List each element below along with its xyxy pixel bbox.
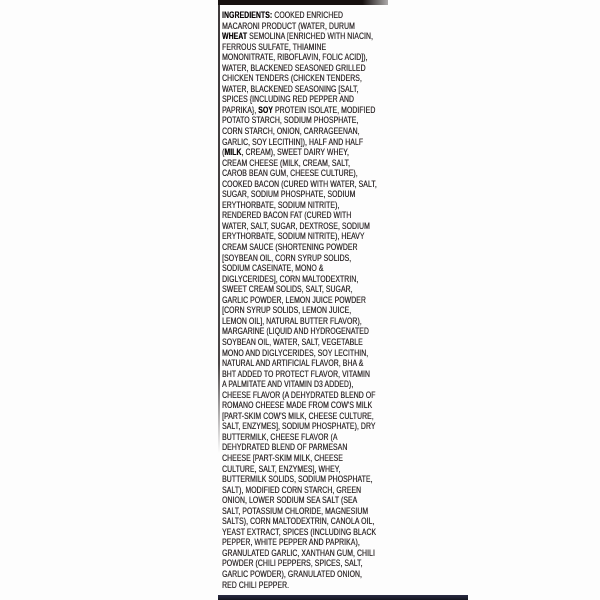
- ingredient-text: SWEET CREAM SOLIDS, SALT, SUGAR,: [222, 284, 353, 295]
- ingredients-line: [222, 137, 394, 148]
- ingredients-line: [222, 411, 394, 422]
- ingredient-text: DIGLYCERIDES], CORN MALTODEXTRIN,: [222, 273, 359, 284]
- ingredients-line: [222, 400, 394, 411]
- allergen-bold-text: INGREDIENTS:: [222, 10, 273, 20]
- ingredients-line: [222, 358, 394, 369]
- ingredients-line: [222, 326, 394, 337]
- ingredient-text: WATER, BLACKENED SEASONED GRILLED: [222, 62, 366, 73]
- ingredients-line: [222, 527, 394, 538]
- ingredient-text: CHEESE FLAVOR (A DEHYDRATED BLEND OF: [222, 389, 376, 400]
- ingredients-line: [222, 31, 394, 42]
- ingredients-line: [222, 548, 394, 559]
- ingredients-line: [222, 516, 394, 527]
- ingredient-text: WATER, SALT, SUGAR, DEXTROSE, SODIUM: [222, 220, 370, 231]
- ingredients-line: [222, 52, 394, 63]
- ingredient-text: SALT), MODIFIED CORN STARCH, GREEN: [222, 484, 362, 495]
- ingredient-text: , CREAM), SWEET DAIRY WHEY,: [241, 147, 349, 158]
- ingredient-text: [PART-SKIM COW'S MILK, CHEESE CULTURE,: [222, 410, 374, 421]
- ingredients-line: [222, 485, 394, 496]
- ingredients-line: [222, 379, 394, 390]
- ingredient-text: MACARONI PRODUCT (WATER, DURUM: [222, 20, 355, 31]
- ingredient-text: CREAM CHEESE (MILK, CREAM, SALT,: [222, 157, 351, 168]
- ingredient-text: RENDERED BACON FAT (CURED WITH: [222, 210, 352, 221]
- ingredient-text: GARLIC POWDER), GRANULATED ONION,: [222, 568, 362, 579]
- ingredient-text: WATER, BLACKENED SEASONING [SALT,: [222, 83, 359, 94]
- ingredient-text: CHICKEN TENDERS (CHICKEN TENDERS,: [222, 73, 362, 84]
- ingredients-line: [222, 421, 394, 432]
- panel-bottom-border: [218, 595, 468, 600]
- ingredients-line: [222, 305, 394, 316]
- ingredient-text: BHT ADDED TO PROTECT FLAVOR, VITAMIN: [222, 368, 370, 379]
- ingredient-text: A PALMITATE AND VITAMIN D3 ADDED),: [222, 379, 354, 390]
- ingredients-line: [222, 474, 394, 485]
- ingredients-line: [222, 210, 394, 221]
- ingredients-line: [222, 10, 394, 21]
- ingredient-text: SALTS), CORN MALTODEXTRIN, CANOLA OIL,: [222, 516, 375, 527]
- ingredients-line: [222, 63, 394, 74]
- ingredients-line: [222, 432, 394, 443]
- allergen-bold-text: MILK: [224, 147, 242, 158]
- ingredient-text: CORN STARCH, ONION, CARRAGEENAN,: [222, 126, 360, 137]
- ingredients-line: [222, 506, 394, 517]
- ingredients-line: [222, 580, 394, 591]
- ingredient-text: MONONITRATE, RIBOFLAVIN, FOLIC ACID]),: [222, 52, 368, 63]
- ingredients-line: [222, 464, 394, 475]
- ingredients-line: [222, 189, 394, 200]
- ingredient-text: SUGAR, SODIUM PHOSPHATE, SODIUM: [222, 189, 356, 200]
- ingredients-line: [222, 231, 394, 242]
- ingredients-line: [222, 221, 394, 232]
- allergen-bold-text: WHEAT: [222, 31, 248, 42]
- ingredients-line: [222, 337, 394, 348]
- ingredients-line: [222, 126, 394, 137]
- ingredient-text: GARLIC, SOY LECITHIN]), HALF AND HALF: [222, 136, 364, 147]
- ingredients-line: [222, 242, 394, 253]
- ingredient-text: ONION, LOWER SODIUM SEA SALT (SEA: [222, 495, 358, 506]
- ingredients-line: [222, 442, 394, 453]
- ingredient-text: CAROB BEAN GUM, CHEESE CULTURE),: [222, 168, 358, 179]
- ingredient-text: PEPPER, WHITE PEPPER AND PAPRIKA),: [222, 537, 360, 548]
- ingredient-text: MONO AND DIGLYCERIDES, SOY LECITHIN,: [222, 347, 369, 358]
- ingredients-line: [222, 316, 394, 327]
- ingredients-text-block: [222, 10, 394, 590]
- ingredient-text: CREAM SAUCE (SHORTENING POWDER: [222, 242, 358, 253]
- ingredient-text: PAPRIKA},: [222, 104, 259, 115]
- ingredient-text: (: [222, 147, 225, 158]
- ingredients-line: [222, 295, 394, 306]
- ingredient-text: ERYTHORBATE, SODIUM NITRITE),: [222, 199, 340, 210]
- ingredients-line: [222, 537, 394, 548]
- ingredient-text: ERYTHORBATE, SODIUM NITRITE), HEAVY: [222, 231, 365, 242]
- ingredient-text: [CORN SYRUP SOLIDS, LEMON JUICE,: [222, 305, 352, 316]
- ingredient-text: [SOYBEAN OIL, CORN SYRUP SOLIDS,: [222, 252, 352, 263]
- ingredients-line: [222, 105, 394, 116]
- ingredient-text: COOKED BACON (CURED WITH WATER, SALT,: [222, 178, 377, 189]
- ingredient-text: DEHYDRATED BLEND OF PARMESAN: [222, 442, 348, 453]
- ingredients-line: [222, 284, 394, 295]
- panel-left-border: [218, 5, 220, 453]
- ingredient-text: POWDER (CHILI PEPPERS, SPICES, SALT,: [222, 558, 363, 569]
- ingredient-text: SOYBEAN OIL, WATER, SALT, VEGETABLE: [222, 336, 363, 347]
- allergen-bold-text: SOY: [258, 104, 273, 115]
- ingredients-line: [222, 115, 394, 126]
- ingredients-line: [222, 179, 394, 190]
- ingredients-line: [222, 94, 394, 105]
- ingredients-line: [222, 42, 394, 53]
- ingredient-text: SEMOLINA [ENRICHED WITH NIACIN,: [247, 31, 373, 42]
- ingredient-text: GRANULATED GARLIC, XANTHAN GUM, CHILI: [222, 547, 375, 558]
- ingredient-text: POTATO STARCH, SODIUM PHOSPHATE,: [222, 115, 359, 126]
- ingredients-line: [222, 369, 394, 380]
- ingredient-text: LEMON OIL], NATURAL BUTTER FLAVOR),: [222, 315, 362, 326]
- ingredients-line: [222, 453, 394, 464]
- ingredient-text: SALT, ENZYMES], SODIUM PHOSPHATE), DRY: [222, 421, 376, 432]
- ingredient-text: ROMANO CHEESE MADE FROM COW'S MILK: [222, 400, 373, 411]
- ingredient-text: RED CHILI PEPPER.: [222, 579, 290, 590]
- ingredients-line: [222, 274, 394, 285]
- ingredient-text: CULTURE, SALT, ENZYMES], WHEY,: [222, 463, 341, 474]
- ingredient-text: MARGARINE (LIQUID AND HYDROGENATED: [222, 326, 369, 337]
- ingredients-line: [222, 263, 394, 274]
- ingredients-line: [222, 348, 394, 359]
- ingredient-text: YEAST EXTRACT, SPICES (INCLUDING BLACK: [222, 526, 377, 537]
- ingredients-line: [222, 21, 394, 32]
- ingredient-text: PROTEIN ISOLATE, MODIFIED: [272, 104, 376, 115]
- ingredients-line: [222, 495, 394, 506]
- ingredients-line: [222, 147, 394, 158]
- ingredient-text: NATURAL AND ARTIFICIAL FLAVOR, BHA &: [222, 358, 364, 369]
- ingredient-text: SODIUM CASEINATE, MONO &: [222, 263, 324, 274]
- ingredient-text: CHEESE [PART-SKIM MILK, CHEESE: [222, 452, 343, 463]
- ingredient-text: COOKED ENRICHED: [272, 10, 343, 20]
- ingredients-line: [222, 558, 394, 569]
- ingredients-line: [222, 84, 394, 95]
- panel-top-border: [218, 0, 388, 5]
- ingredients-line: [222, 390, 394, 401]
- ingredients-line: [222, 73, 394, 84]
- ingredient-text: BUTTERMILK SOLIDS, SODIUM PHOSPHATE,: [222, 474, 373, 485]
- ingredient-text: BUTTERMILK, CHEESE FLAVOR (A: [222, 431, 338, 442]
- ingredient-text: FERROUS SULFATE, THIAMINE: [222, 41, 327, 52]
- ingredient-text: GARLIC POWDER, LEMON JUICE POWDER: [222, 294, 366, 305]
- ingredients-line: [222, 200, 394, 211]
- ingredients-line: [222, 253, 394, 264]
- ingredient-text: SALT, POTASSIUM CHLORIDE, MAGNESIUM: [222, 505, 369, 516]
- ingredients-line: [222, 168, 394, 179]
- ingredients-line: [222, 158, 394, 169]
- ingredient-text: SPICES {INCLUDING RED PEPPER AND: [222, 94, 354, 105]
- ingredients-line: [222, 569, 394, 580]
